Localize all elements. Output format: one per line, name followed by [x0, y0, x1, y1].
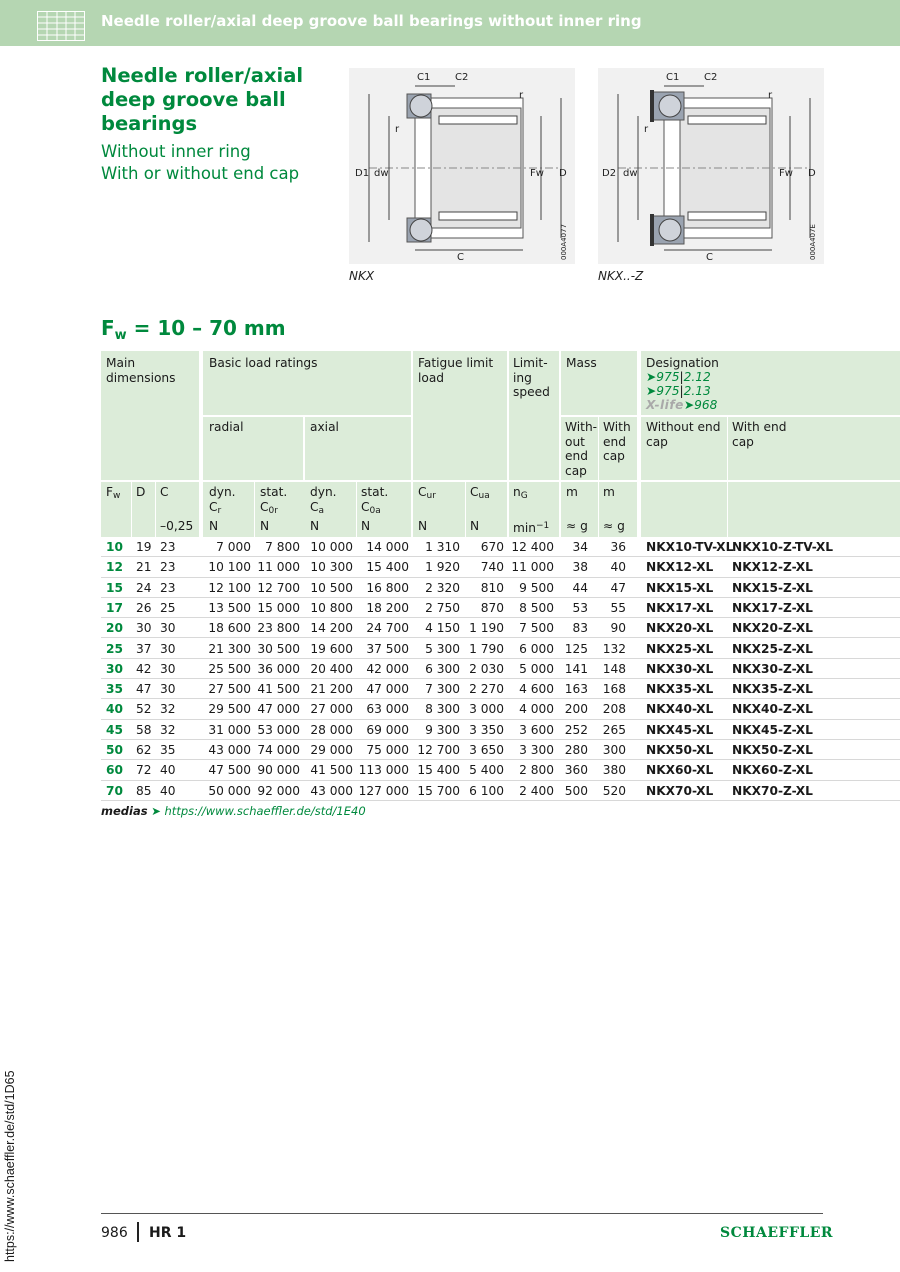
cell-cur: 4 150	[425, 621, 460, 636]
cell-ng: 5 000	[519, 661, 554, 676]
cell-cr: 27 500	[208, 682, 251, 697]
header-bar	[0, 0, 900, 46]
cell-cr: 10 100	[208, 560, 251, 575]
cell-m2: 380	[602, 763, 626, 778]
cell-des1: NKX40-XL	[646, 702, 714, 717]
cell-c0r: 92 000	[257, 783, 300, 798]
th-unit-n: N	[260, 519, 270, 533]
dim-label-c2: C2	[704, 72, 718, 83]
cell-cua: 6 100	[469, 783, 504, 798]
cell-c: 30	[160, 661, 176, 676]
cell-c0r: 53 000	[257, 722, 300, 737]
cell-d: 72	[136, 763, 152, 778]
cell-des2: NKX10-Z-TV-XL	[732, 540, 834, 554]
bearing-drawing-nkx	[349, 68, 575, 264]
table-row	[101, 557, 900, 577]
cell-c: 23	[160, 560, 176, 575]
cell-c0a: 63 000	[366, 702, 409, 717]
cell-m1: 38	[572, 560, 588, 575]
cell-c0a: 24 700	[366, 621, 409, 636]
th-fw: $F_w$	[106, 485, 121, 501]
cell-ca: 28 000	[310, 722, 353, 737]
catalog-code: HR 1	[149, 1225, 187, 1241]
cell-cua: 1 790	[469, 641, 504, 656]
cell-ng: 9 500	[519, 580, 554, 595]
cell-cua: 3 000	[469, 702, 504, 717]
cell-d: 58	[136, 722, 152, 737]
cell-fw: 60	[106, 763, 123, 778]
cell-ca: 14 200	[310, 621, 353, 636]
cell-des1: NKX60-XL	[646, 763, 714, 778]
cell-c0a: 37 500	[366, 641, 409, 656]
table-row	[101, 618, 900, 638]
th-designation: Designation	[646, 356, 719, 370]
th-unit-n: N	[209, 519, 219, 533]
dim-label-r: r	[395, 124, 400, 135]
cell-c: 35	[160, 743, 176, 757]
cell-m2: 520	[602, 783, 626, 798]
cell-d: 42	[136, 661, 152, 676]
th-des-with: With end cap	[732, 420, 787, 449]
side-url[interactable]: https://www.schaeffler.de/std/1D65	[3, 1070, 17, 1262]
cell-c: 40	[160, 783, 176, 798]
cell-m1: 252	[564, 722, 588, 737]
cell-ca: 10 000	[310, 540, 353, 554]
cell-des1: NKX10-TV-XL	[646, 540, 734, 554]
cell-fw: 35	[106, 682, 123, 697]
medias-link[interactable]: ➤ https://www.schaeffler.de/std/1E40	[151, 804, 366, 818]
cell-fw: 17	[106, 600, 123, 615]
product-title: Needle roller/axial deep groove ball bearings	[101, 64, 304, 135]
cell-d: 52	[136, 702, 152, 717]
th-ref-1: ➤975|2.12	[646, 370, 711, 384]
dim-label-d1: D1	[355, 168, 370, 179]
dim-label-d: D	[808, 168, 816, 179]
cell-m2: 36	[610, 540, 626, 554]
cell-cua: 740	[480, 560, 504, 575]
cell-fw: 10	[106, 540, 123, 554]
dim-label-d2: D2	[602, 168, 617, 179]
cell-c0r: 23 800	[257, 621, 300, 636]
cell-c0a: 18 200	[366, 600, 409, 615]
range-heading: $F_w = 10 - 70$ mm	[101, 316, 286, 343]
cell-des1: NKX15-XL	[646, 580, 714, 595]
cell-cr: 12 100	[208, 580, 251, 595]
cell-m1: 125	[564, 641, 588, 656]
cell-cur: 1 920	[425, 560, 460, 575]
cell-d: 85	[136, 783, 152, 798]
cell-cur: 2 320	[425, 580, 460, 595]
cell-des1: NKX30-XL	[646, 661, 714, 676]
table-row	[101, 720, 900, 740]
th-basic-load-ratings: Basic load ratings	[209, 356, 318, 370]
cell-c0r: 36 000	[257, 661, 300, 676]
drawing-caption-nkx-z: NKX..-Z	[598, 269, 644, 283]
table-row	[101, 578, 900, 598]
cell-m1: 200	[564, 702, 588, 717]
cell-c0r: 74 000	[257, 743, 300, 757]
drawing-code: 000A4077	[560, 224, 568, 260]
th-unit-g: ≈ g	[603, 519, 625, 533]
cell-des1: NKX20-XL	[646, 621, 714, 636]
cell-fw: 20	[106, 621, 123, 636]
cell-ca: 41 500	[310, 763, 353, 778]
cell-m2: 47	[610, 580, 626, 595]
th-cur: $C_{ur}$	[418, 485, 436, 501]
cell-cua: 870	[480, 600, 504, 615]
table-row	[101, 781, 900, 801]
cell-m2: 40	[610, 560, 626, 575]
cell-m1: 500	[564, 783, 588, 798]
cell-fw: 40	[106, 702, 123, 717]
subtitle-line-2: With or without end cap	[101, 164, 300, 183]
th-ref-xlife: X-life➤968	[646, 398, 718, 412]
cell-c0a: 42 000	[366, 661, 409, 676]
footer-rule	[101, 1213, 823, 1214]
cell-c: 30	[160, 641, 176, 656]
cell-cr: 25 500	[208, 661, 251, 676]
cell-cua: 810	[480, 580, 504, 595]
th-axial: axial	[310, 420, 339, 434]
cell-ng: 2 400	[519, 783, 554, 798]
dim-label-r-top: r	[768, 90, 773, 101]
cell-cur: 7 300	[425, 682, 460, 697]
th-unit-n: N	[418, 519, 428, 533]
cell-des1: NKX25-XL	[646, 641, 714, 656]
table-row	[101, 760, 900, 780]
cell-ca: 10 800	[310, 600, 353, 615]
th-sep	[101, 480, 900, 482]
cell-cur: 5 300	[425, 641, 460, 656]
th-m2: m	[603, 485, 615, 499]
bearing-section-drawing	[598, 68, 824, 264]
cell-ng: 6 000	[519, 641, 554, 656]
cell-cur: 1 310	[425, 540, 460, 554]
cell-ca: 10 500	[310, 580, 353, 595]
bearing-section-drawing	[349, 68, 575, 264]
dim-label-c1: C1	[666, 72, 680, 83]
cell-d: 30	[136, 621, 152, 636]
cell-des1: NKX12-XL	[646, 560, 714, 575]
cell-c: 40	[160, 763, 176, 778]
th-sep	[131, 482, 132, 537]
cell-ca: 29 000	[310, 743, 353, 757]
cell-c0a: 15 400	[366, 560, 409, 575]
cell-c0r: 47 000	[257, 702, 300, 717]
cell-ng: 4 000	[519, 702, 554, 717]
cell-cur: 6 300	[425, 661, 460, 676]
cell-c: 25	[160, 600, 176, 615]
drawing-code: 000A407E	[809, 224, 817, 260]
cell-des2: NKX45-Z-XL	[732, 722, 813, 737]
th-cua: $C_{ua}$	[470, 485, 490, 501]
cell-ca: 19 600	[310, 641, 353, 656]
cell-cur: 15 400	[417, 763, 460, 778]
cell-fw: 30	[106, 661, 123, 676]
th-limiting-speed: Limit- ing speed	[513, 356, 550, 399]
cell-m1: 34	[572, 540, 588, 554]
footer-separator	[137, 1222, 139, 1242]
cell-ng: 3 300	[519, 743, 554, 757]
cell-m2: 132	[602, 641, 626, 656]
cell-m1: 44	[572, 580, 588, 595]
th-ref-2: ➤975|2.13	[646, 384, 711, 398]
cell-des2: NKX50-Z-XL	[732, 743, 813, 757]
cell-des2: NKX25-Z-XL	[732, 641, 813, 656]
cell-des2: NKX20-Z-XL	[732, 621, 813, 636]
table-grid-icon	[37, 11, 85, 41]
th-unit-g: ≈ g	[566, 519, 588, 533]
cell-c0r: 15 000	[257, 600, 300, 615]
cell-c: 30	[160, 621, 176, 636]
section-title: Needle roller/axial deep groove ball bearings without inner ring	[101, 12, 642, 30]
cell-ca: 43 000	[310, 783, 353, 798]
th-mass-with: With end cap	[603, 420, 631, 463]
cell-m1: 83	[572, 621, 588, 636]
xlife-logo: X-life	[646, 398, 684, 412]
th-mass-without: With- out end cap	[565, 420, 598, 478]
cell-c0a: 14 000	[366, 540, 409, 554]
cell-c0a: 47 000	[366, 682, 409, 697]
cell-c: 23	[160, 580, 176, 595]
cell-ng: 8 500	[519, 600, 554, 615]
cell-cr: 43 000	[208, 743, 251, 757]
cell-fw: 45	[106, 722, 123, 737]
cell-des2: NKX40-Z-XL	[732, 702, 813, 717]
cell-cua: 2 030	[469, 661, 504, 676]
brand-logo: SCHAEFFLER	[720, 1225, 834, 1241]
cell-ca: 21 200	[310, 682, 353, 697]
cell-ng: 2 800	[519, 763, 554, 778]
cell-d: 37	[136, 641, 152, 656]
th-unit-n: N	[310, 519, 320, 533]
th-tolerance: –0,25	[160, 519, 194, 533]
cell-c: 23	[160, 540, 176, 554]
cell-d: 62	[136, 743, 152, 757]
dim-label-fw: Fw	[779, 168, 793, 179]
subtitle-line-1: Without inner ring	[101, 142, 251, 161]
dim-label-r: r	[644, 124, 649, 135]
cell-m2: 300	[602, 743, 626, 757]
cell-c0r: 90 000	[257, 763, 300, 778]
th-c0a: stat. $C_{0a}$	[361, 485, 389, 516]
cell-c0r: 11 000	[257, 560, 300, 575]
cell-m2: 265	[602, 722, 626, 737]
th-unit-min: $\min^{-1}$	[513, 521, 550, 535]
table-row	[101, 659, 900, 679]
table-row	[101, 679, 900, 699]
medias-label: medias	[101, 804, 148, 818]
cell-ca: 10 300	[310, 560, 353, 575]
cell-ng: 11 000	[511, 560, 554, 575]
cell-m1: 53	[572, 600, 588, 615]
cell-des2: NKX70-Z-XL	[732, 783, 813, 798]
th-sep	[641, 415, 825, 416]
cell-cr: 31 000	[208, 722, 251, 737]
table-row	[101, 639, 900, 659]
cell-m2: 90	[610, 621, 626, 636]
th-cr: dyn. $C_r$	[209, 485, 236, 516]
cell-c: 30	[160, 682, 176, 697]
th-ca: dyn. $C_a$	[310, 485, 337, 516]
bearing-drawing-nkx-z	[598, 68, 824, 264]
cell-c: 32	[160, 702, 176, 717]
cell-m2: 168	[602, 682, 626, 697]
cell-fw: 12	[106, 560, 123, 575]
cell-c0r: 30 500	[257, 641, 300, 656]
cell-cr: 47 500	[208, 763, 251, 778]
th-ng: $n_G$	[513, 485, 528, 501]
cell-cur: 8 300	[425, 702, 460, 717]
th-des-without: Without end cap	[646, 420, 721, 449]
cell-cr: 7 000	[216, 540, 251, 554]
cell-cr: 18 600	[208, 621, 251, 636]
th-sep	[254, 482, 255, 537]
cell-c0r: 41 500	[257, 682, 300, 697]
cell-fw: 70	[106, 783, 123, 798]
cell-cua: 1 190	[469, 621, 504, 636]
cell-cur: 12 700	[417, 743, 460, 757]
cell-cua: 2 270	[469, 682, 504, 697]
dim-label-c1: C1	[417, 72, 431, 83]
cell-des2: NKX17-Z-XL	[732, 600, 813, 615]
th-sep	[465, 482, 466, 537]
cell-des1: NKX45-XL	[646, 722, 714, 737]
th-d: D	[136, 485, 146, 499]
cell-des2: NKX15-Z-XL	[732, 580, 813, 595]
th-main-dimensions: Main dimensions	[106, 356, 176, 385]
th-sep	[155, 482, 156, 537]
th-sep	[598, 417, 599, 537]
cell-m1: 360	[564, 763, 588, 778]
cell-ca: 20 400	[310, 661, 353, 676]
dim-label-d: D	[559, 168, 567, 179]
cell-ng: 12 400	[511, 540, 554, 554]
th-c0r: stat. $C_{0r}$	[260, 485, 288, 516]
table-row	[101, 740, 900, 760]
cell-d: 21	[136, 560, 152, 575]
cell-d: 24	[136, 580, 152, 595]
cell-cr: 50 000	[208, 783, 251, 798]
cell-des2: NKX30-Z-XL	[732, 661, 813, 676]
th-radial: radial	[209, 420, 244, 434]
th-unit-n: N	[361, 519, 371, 533]
cell-cua: 3 650	[469, 743, 504, 757]
cell-cua: 670	[480, 540, 504, 554]
cell-ng: 3 600	[519, 722, 554, 737]
cell-d: 47	[136, 682, 152, 697]
cell-ca: 27 000	[310, 702, 353, 717]
cell-cua: 5 400	[469, 763, 504, 778]
cell-c0r: 7 800	[265, 540, 300, 554]
table-row	[101, 598, 900, 618]
page-number: 986	[101, 1225, 128, 1241]
cell-m2: 55	[610, 600, 626, 615]
cell-m1: 163	[564, 682, 588, 697]
cell-cua: 3 350	[469, 722, 504, 737]
cell-des1: NKX50-XL	[646, 743, 714, 757]
dim-label-dw: dw	[374, 168, 389, 179]
drawing-caption-nkx: NKX	[349, 269, 375, 283]
cell-des2: NKX35-Z-XL	[732, 682, 813, 697]
cell-cur: 9 300	[425, 722, 460, 737]
cell-cr: 21 300	[208, 641, 251, 656]
cell-des1: NKX35-XL	[646, 682, 714, 697]
cell-ng: 7 500	[519, 621, 554, 636]
medias-line	[101, 804, 366, 818]
cell-c0a: 127 000	[358, 783, 409, 798]
dim-label-c: C	[457, 252, 464, 263]
cell-c: 32	[160, 722, 176, 737]
dim-label-c2: C2	[455, 72, 469, 83]
cell-c0a: 113 000	[358, 763, 409, 778]
cell-des2: NKX60-Z-XL	[732, 763, 813, 778]
cell-des2: NKX12-Z-XL	[732, 560, 813, 575]
cell-cur: 15 700	[417, 783, 460, 798]
cell-c0r: 12 700	[257, 580, 300, 595]
th-unit-n: N	[470, 519, 480, 533]
cell-c0a: 75 000	[366, 743, 409, 757]
table-row	[101, 699, 900, 719]
th-sep	[727, 417, 728, 537]
cell-fw: 50	[106, 743, 123, 757]
th-mass: Mass	[566, 356, 597, 370]
cell-fw: 25	[106, 641, 123, 656]
cell-des1: NKX70-XL	[646, 783, 714, 798]
dim-label-c: C	[706, 252, 713, 263]
cell-cr: 29 500	[208, 702, 251, 717]
cell-d: 19	[136, 540, 152, 554]
cell-m1: 141	[564, 661, 588, 676]
cell-m2: 208	[602, 702, 626, 717]
cell-des1: NKX17-XL	[646, 600, 714, 615]
cell-d: 26	[136, 600, 152, 615]
dim-label-r-top: r	[519, 90, 524, 101]
dim-label-dw: dw	[623, 168, 638, 179]
cell-ng: 4 600	[519, 682, 554, 697]
table-row	[101, 537, 900, 557]
product-subtitle	[101, 141, 299, 185]
th-sep	[356, 482, 357, 537]
cell-c0a: 16 800	[366, 580, 409, 595]
cell-cr: 13 500	[208, 600, 251, 615]
cell-c0a: 69 000	[366, 722, 409, 737]
th-m1: m	[566, 485, 578, 499]
dim-label-fw: Fw	[530, 168, 544, 179]
cell-fw: 15	[106, 580, 123, 595]
th-c: C	[160, 485, 169, 499]
cell-m1: 280	[564, 743, 588, 757]
cell-m2: 148	[602, 661, 626, 676]
cell-cur: 2 750	[425, 600, 460, 615]
th-fatigue-limit-load: Fatigue limit load	[418, 356, 494, 385]
